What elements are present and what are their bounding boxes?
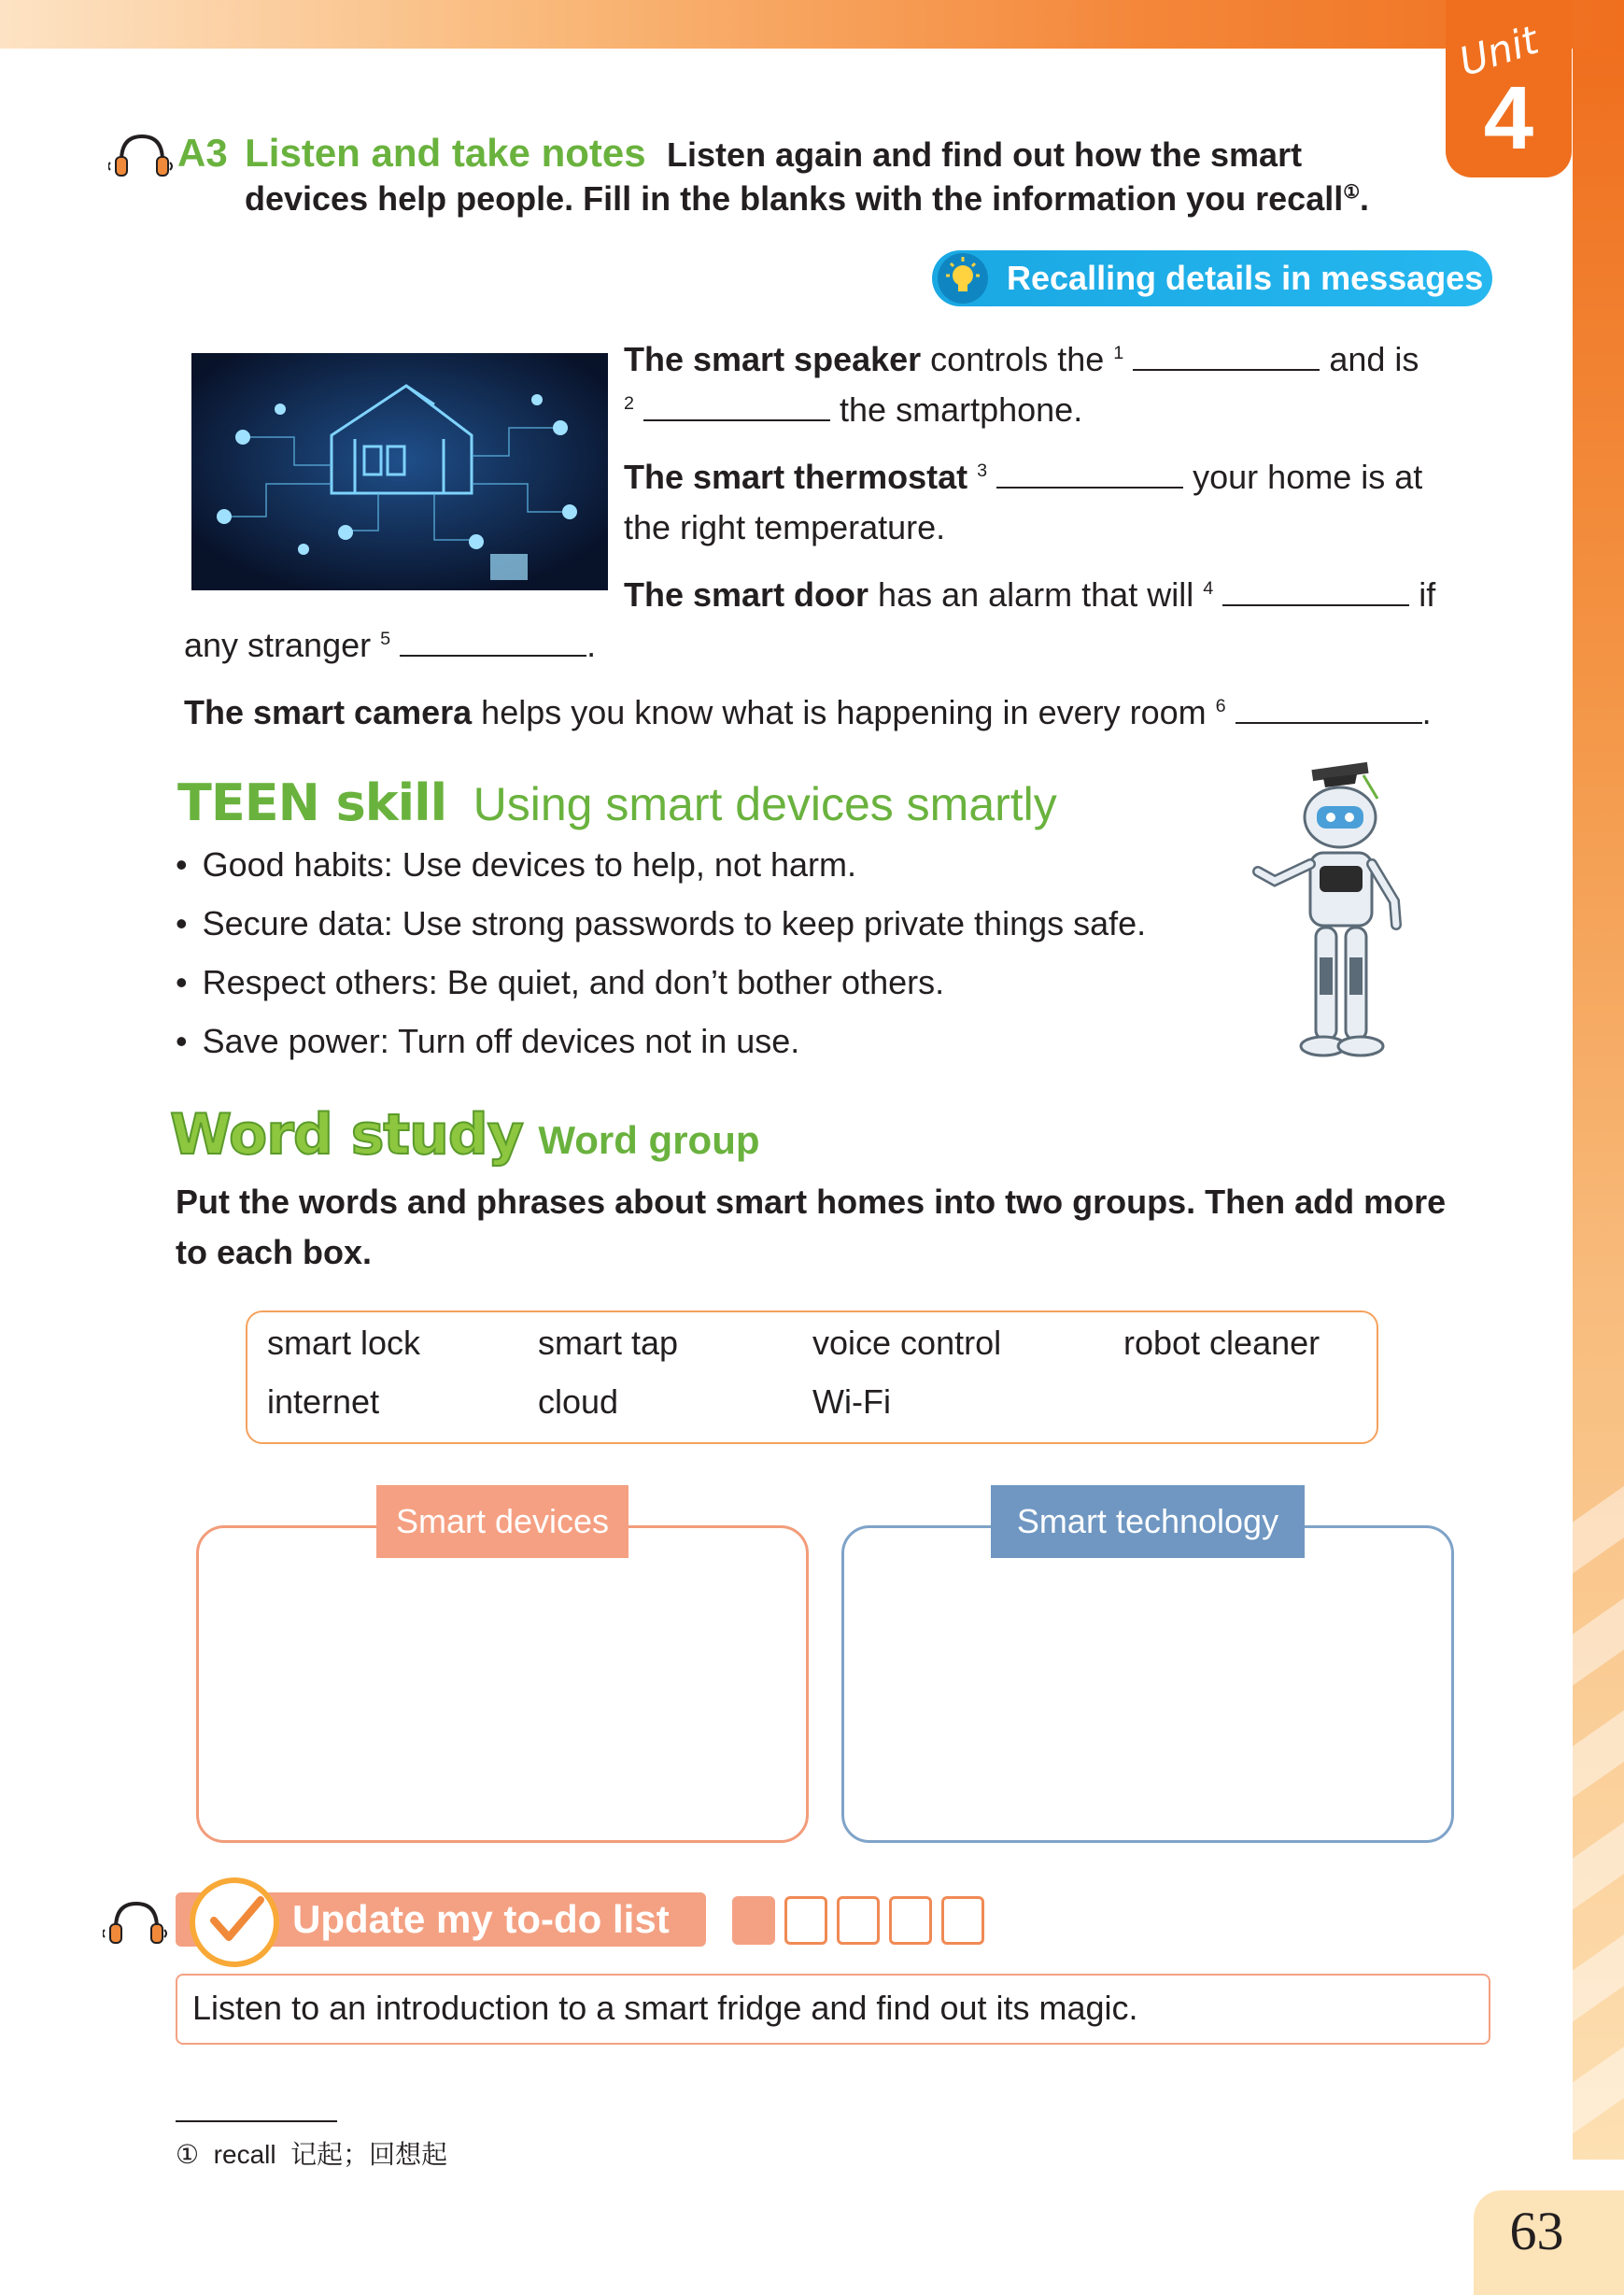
word-bank (246, 1310, 1378, 1444)
list-item: • Save power: Turn off devices not in use. (176, 1022, 1146, 1081)
blank-6[interactable] (1236, 696, 1422, 724)
progress-box-3 (837, 1896, 880, 1945)
blank-3[interactable] (996, 460, 1183, 489)
word-study-heading (170, 1102, 760, 1168)
a3-heading (177, 131, 1302, 176)
progress-box-5 (941, 1896, 984, 1945)
word-chip[interactable]: robot cleaner (1123, 1324, 1320, 1362)
right-edge-strip (1573, 49, 1624, 2160)
headphone-icon (103, 1896, 170, 1948)
teen-skill-list (176, 845, 1146, 1081)
smart-technology-box[interactable] (841, 1525, 1454, 1843)
list-item: • Secure data: Use strong passwords to keep private things safe. (176, 904, 1146, 963)
progress-box-4 (889, 1896, 932, 1945)
footnote: ① recall 记起；回想起 (176, 2139, 448, 2170)
top-bar (0, 0, 1624, 49)
todo-title: Update my to-do list (292, 1897, 670, 1941)
a3-instruction-line1: Listen again and find out how the smart (667, 135, 1303, 174)
teen-skill-title: Using smart devices smartly (473, 778, 1057, 830)
sentence-3-line1: The smart door has an alarm that will $^4$ if (624, 575, 1436, 614)
smart-devices-box[interactable] (196, 1525, 809, 1843)
sentence-4: The smart camera helps you know what is happening in every room $^6$ . (184, 693, 1432, 731)
blank-5[interactable] (400, 629, 586, 657)
footnote-rule (176, 2120, 337, 2122)
word-chip[interactable]: smart tap (538, 1324, 679, 1362)
word-study-logo: Word study (170, 1102, 523, 1168)
lightbulb-icon (938, 253, 988, 304)
word-chip[interactable]: internet (267, 1382, 380, 1421)
list-item: • Respect others: Be quiet, and don’t bother others. (176, 963, 1146, 1022)
progress-box-2 (784, 1896, 827, 1945)
tip-text: Recalling details in messages (1007, 259, 1484, 297)
checkmark-icon (190, 1877, 279, 1967)
sentence-1-line1: The smart speaker controls the $^1$ and is (624, 340, 1419, 378)
a3-instruction-line2: devices help people. Fill in the blanks with the information you recall①. (245, 179, 1369, 218)
word-chip[interactable]: smart lock (267, 1324, 421, 1362)
word-chip[interactable]: cloud (538, 1382, 619, 1421)
robot-illustration (1237, 761, 1443, 1070)
todo-task: Listen to an introduction to a smart fridge and find out its magic. (176, 1974, 1490, 2045)
sentence-3-line2: any stranger $^5$ . (184, 626, 597, 664)
word-study-subtitle: Word group (538, 1118, 760, 1162)
word-chip[interactable]: Wi-Fi (812, 1382, 891, 1421)
smart-home-image (191, 353, 608, 590)
teen-skill-heading (177, 773, 1057, 832)
word-study-instruction: Put the words and phrases about smart homes into two groups. Then add more to each box. (176, 1183, 1447, 1271)
a3-label: A3 (177, 131, 228, 175)
progress-box-1 (732, 1896, 775, 1945)
unit-tab (1446, 0, 1572, 177)
a3-title: Listen and take notes (245, 131, 646, 175)
blank-1[interactable] (1133, 343, 1320, 371)
sentence-2-line1: The smart thermostat $^3$ your home is at (624, 458, 1423, 496)
blank-2[interactable] (643, 393, 830, 421)
smart-devices-label: Smart devices (376, 1485, 628, 1558)
page-number: 63 (1509, 2201, 1564, 2261)
list-item: • Good habits: Use devices to help, not harm. (176, 845, 1146, 904)
sentence-1-line2: $^2$ the smartphone. (624, 390, 1083, 429)
unit-word: Unit (1453, 16, 1544, 86)
sentence-2-line2: the right temperature. (624, 508, 946, 546)
blank-4[interactable] (1222, 578, 1409, 606)
word-chip[interactable]: voice control (812, 1324, 1002, 1362)
unit-number: 4 (1483, 68, 1534, 168)
headphone-icon (108, 129, 176, 181)
smart-technology-label: Smart technology (991, 1485, 1305, 1558)
tip-banner (932, 250, 1492, 306)
teen-skill-logo: TEEN skill (177, 773, 447, 832)
footnote-ref: ① (1343, 182, 1360, 203)
